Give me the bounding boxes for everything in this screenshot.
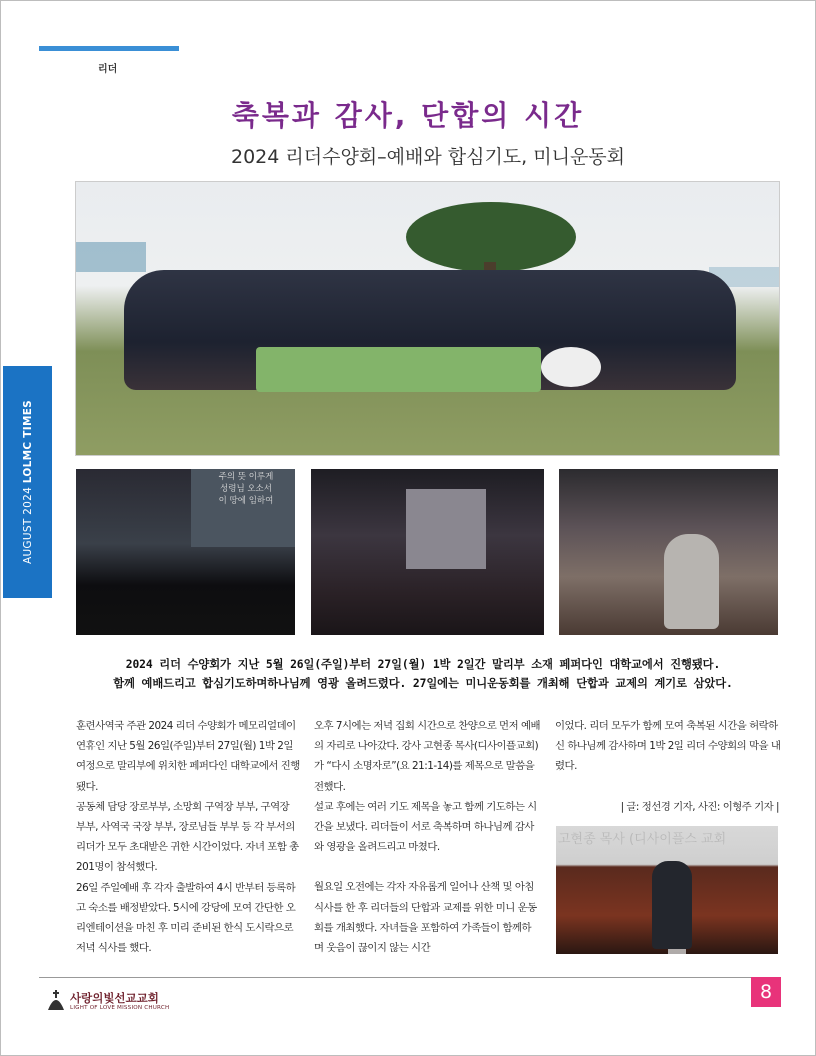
- article-subtitle: 2024 리더수양회–예배와 합심기도, 미니운동회: [230, 146, 626, 168]
- caption-line: 함께 예배드리고 합심기도하며하나님께 영광 올려드렸다. 27일에는 미니운동회를 개최해 단합과 교제의 계기로 삼았다.: [113, 677, 733, 690]
- paragraph-spacer: [314, 857, 540, 877]
- church-logo-icon: [46, 988, 66, 1012]
- caption-line: 2024 리더 수양회가 지난 5월 26일(주일)부터 27일(월) 1박 2일간 말리부 소재 페퍼다인 대학교에서 진행됐다.: [125, 658, 721, 671]
- byline-credit: | 글: 정선경 기자, 사진: 이형주 기자 |: [620, 801, 779, 813]
- stage-wall-shape: [406, 489, 486, 569]
- paragraph: 공동체 담당 장로부부, 소망회 구역장 부부, 구역장 부부, 사역국 국장 부부, 장로님들 부부 등 각 부서의 리더가 모두 초대받은 귀한 시간이었다. 자녀 포함 총 201명이 참석했다.: [76, 800, 299, 874]
- church-name-ko: 사랑의빛선교교회: [70, 991, 159, 1005]
- lyric-line: 성령님 오소서: [220, 484, 272, 494]
- person-shape: [664, 534, 719, 629]
- speaker-shape: [652, 861, 692, 949]
- prayer-photo: [559, 469, 778, 635]
- church-logo: [46, 988, 176, 1016]
- footer-divider: [39, 977, 779, 978]
- lyric-line: 이 땅에 임하여: [218, 496, 274, 506]
- banner-end-shape: [541, 347, 601, 387]
- spine-prefix: AUGUST 2024: [22, 483, 34, 565]
- lyric-line: 주의 뜻 이루게: [218, 472, 274, 482]
- paragraph: 훈련사역국 주관 2024 리더 수양회가 메모리얼데이 연휴인 지난 5월 26일(주일)부터 27일(월) 1박 2일 여정으로 말리부에 위치한 페퍼다인 대학교에서 진행됐다.: [76, 720, 300, 793]
- worship-photo: [76, 469, 295, 635]
- paragraph: 오후 7시에는 저녁 집회 시간으로 찬양으로 먼저 예배의 자리로 나아갔다. 강사 고현종 목사(디사이플교회)가 “다시 소명자로”(요 21:1-14)를 제목으로 말씀을 전했다.: [314, 720, 541, 793]
- speaker-sign: 고현종 목사 (디사이플스 교회: [558, 832, 727, 847]
- group-photo: [75, 181, 780, 456]
- spine-brand: LOLMC TIMES: [22, 399, 34, 484]
- body-column-2: [314, 716, 540, 958]
- paragraph: 이었다. 리더 모두가 함께 모여 축복된 시간을 허락하신 하나님께 감사하며 1박 2일 리더 수양회의 막을 내렸다.: [555, 720, 781, 773]
- paragraph: 월요일 오전에는 각자 자유롭게 일어나 산책 및 아침 식사를 한 후 리더들의 단합과 교제를 위한 미니 운동회를 개최했다. 자녀들을 포함하여 가족들이 함께하며 웃음이 끊이지 않는 시간: [314, 881, 537, 955]
- paragraph: 26일 주일예배 후 각자 출발하여 4시 반부터 등록하고 숙소를 배정받았다. 5시에 강당에 모여 간단한 오리엔테이션을 마친 후 미리 준비된 한식 도시락으로 저녁 식사를 했다.: [76, 881, 296, 955]
- spine-text: [18, 366, 38, 598]
- body-column-1: [76, 716, 300, 958]
- paragraph: 설교 후에는 여러 기도 제목을 놓고 함께 기도하는 시간을 보냈다. 리더들이 서로 축복하며 하나님께 감사와 영광을 올려드리고 마쳤다.: [314, 800, 537, 854]
- lyrics-text: [196, 471, 295, 507]
- photo-caption: [70, 655, 776, 693]
- body-column-3: [555, 716, 781, 777]
- spine-tab: [3, 366, 52, 598]
- speaker-photo: [556, 826, 778, 954]
- tent-shape: [76, 242, 146, 272]
- church-name-en: LIGHT OF LOVE MISSION CHURCH: [70, 1005, 170, 1011]
- hall-photo: [311, 469, 544, 635]
- article-title: 축복과 감사, 단합의 시간: [231, 99, 585, 132]
- section-label: 리더: [98, 64, 118, 75]
- page-number: 8: [751, 977, 781, 1007]
- banner-shape: [256, 347, 541, 392]
- header-accent-bar: [39, 46, 179, 51]
